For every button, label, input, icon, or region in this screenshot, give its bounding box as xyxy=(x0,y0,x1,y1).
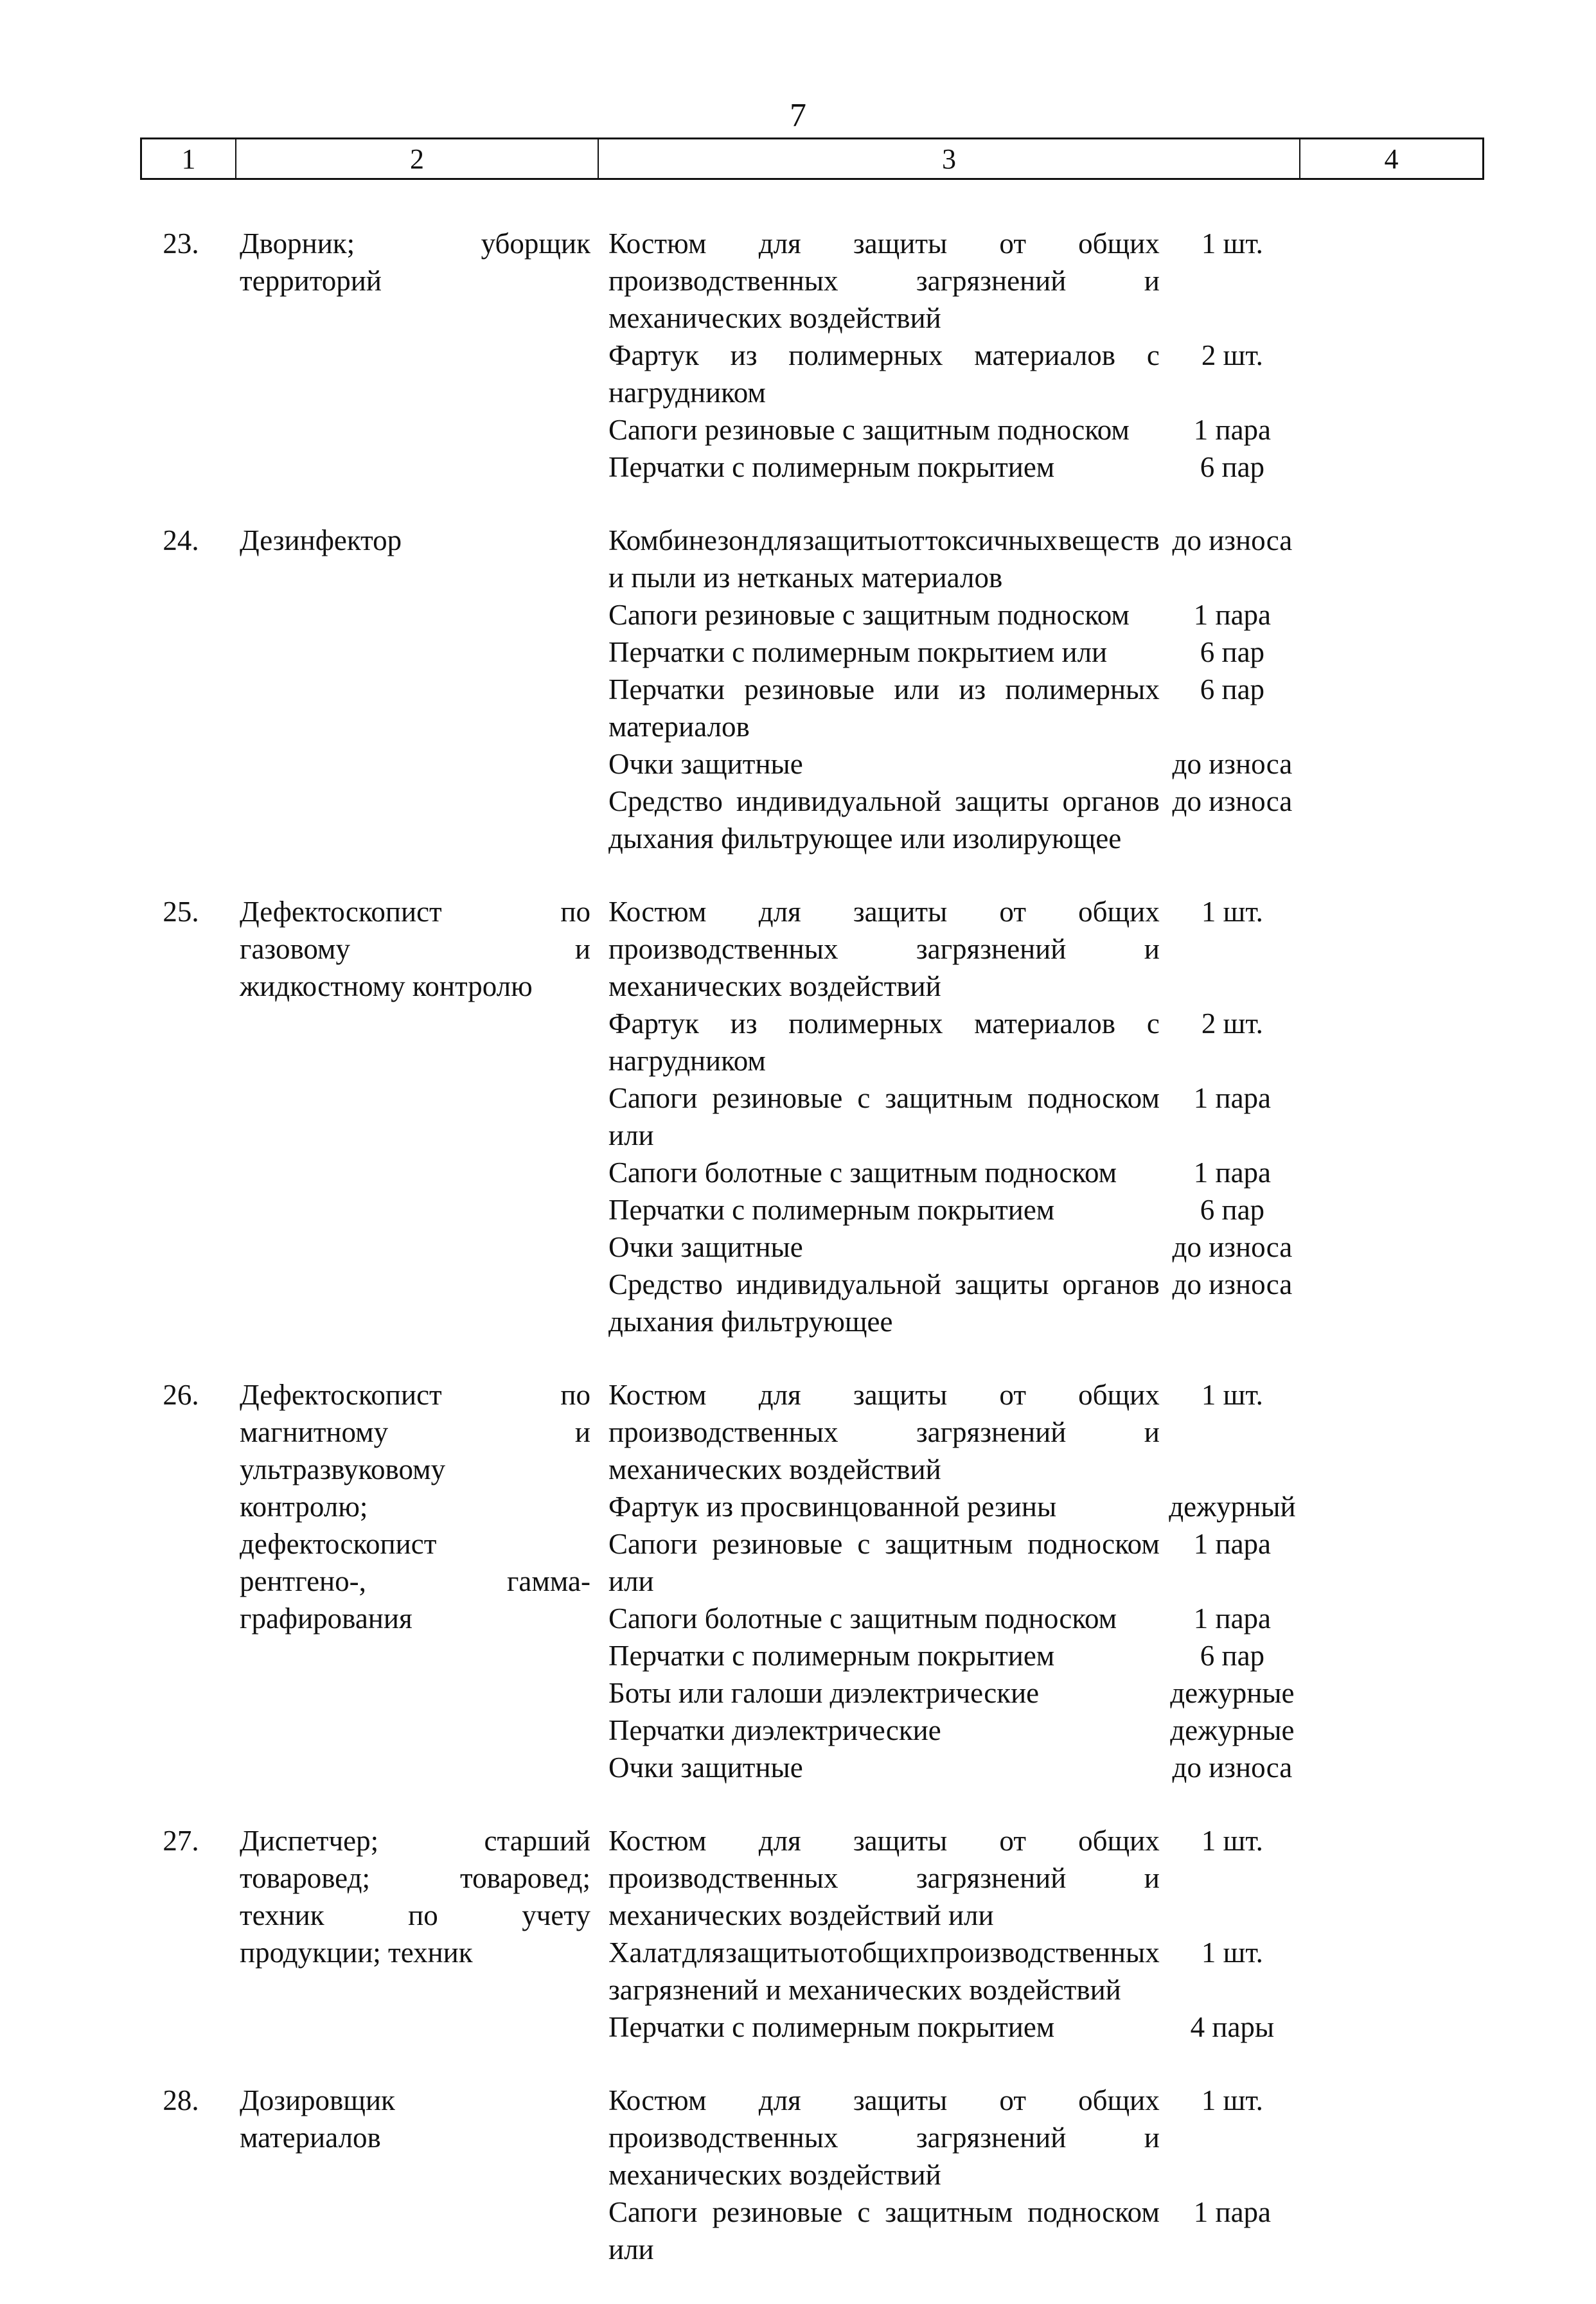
row-number: 28. xyxy=(163,2084,199,2116)
ppe-item-line: Комбинезон для защиты от токсичных веществ xyxy=(608,524,1160,556)
ppe-item-line: Перчатки диэлектрические xyxy=(608,1714,941,1746)
ppe-item-quantity: 2 шт. xyxy=(1201,339,1263,371)
ppe-item-text xyxy=(608,225,1160,337)
profession-name xyxy=(235,1822,590,2046)
ppe-item-text xyxy=(608,1934,1160,2008)
table-row xyxy=(140,225,1484,486)
ppe-item xyxy=(608,2082,1302,2193)
profession-name xyxy=(235,225,590,486)
ppe-item-line: загрязнений и механических воздействий xyxy=(608,1974,1121,2006)
ppe-item-line: Костюм для защиты от общих xyxy=(608,896,1160,928)
ppe-item xyxy=(608,2008,1302,2046)
ppe-item xyxy=(608,783,1302,857)
ppe-items xyxy=(608,225,1302,486)
ppe-item-quantity: 1 пара xyxy=(1193,1602,1272,1635)
ppe-item-quantity: 1 пара xyxy=(1193,2196,1272,2228)
ppe-item xyxy=(608,1822,1302,1934)
ppe-item-line: Очки защитные xyxy=(608,1231,803,1263)
profession-name-line: рентгено-, гамма- xyxy=(240,1565,590,1597)
ppe-items xyxy=(608,522,1302,857)
profession-name-line: жидкостному контролю xyxy=(240,970,533,1002)
ppe-item-quantity: 1 шт. xyxy=(1201,1936,1263,1969)
table-row xyxy=(140,893,1484,1340)
ppe-item-quantity: 6 пар xyxy=(1200,636,1265,668)
ppe-item xyxy=(608,1488,1302,1525)
profession-name-line: техник по учету xyxy=(240,1899,590,1931)
ppe-item-text xyxy=(608,1712,1160,1749)
ppe-item-text xyxy=(608,1822,1160,1934)
table-row xyxy=(140,522,1484,857)
ppe-item-line: дыхания фильтрующее или изолирующее xyxy=(608,822,1122,855)
ppe-item xyxy=(608,634,1302,671)
ppe-item-line: материалов xyxy=(608,711,750,743)
ppe-item-quantity: 1 шт. xyxy=(1201,227,1263,260)
ppe-item-line: и пыли из нетканых материалов xyxy=(608,562,1003,594)
ppe-item-line: производственных загрязнений и xyxy=(608,1416,1160,1448)
ppe-item-quantity: до износа xyxy=(1172,1751,1293,1784)
profession-name-line: Дефектоскопист по xyxy=(240,1379,590,1411)
ppe-item-line: производственных загрязнений и xyxy=(608,2122,1160,2154)
ppe-item-text xyxy=(608,448,1160,486)
ppe-item-quantity: до износа xyxy=(1172,524,1293,556)
ppe-item xyxy=(608,1674,1302,1712)
ppe-item-line: Сапоги болотные с защитным подноском xyxy=(608,1602,1117,1635)
profession-name-line: дефектоскопист xyxy=(240,1528,437,1560)
profession-name-line: магнитному и xyxy=(240,1416,590,1448)
profession-name xyxy=(235,522,590,857)
ppe-item-text xyxy=(608,745,1160,783)
ppe-item-quantity: 1 пара xyxy=(1193,1156,1272,1189)
ppe-item-text xyxy=(608,1266,1160,1340)
ppe-item-line: механических воздействий xyxy=(608,1453,941,1485)
ppe-item-line: Фартук из полимерных материалов с xyxy=(608,339,1160,371)
ppe-item-line: Сапоги болотные с защитным подноском xyxy=(608,1156,1117,1189)
ppe-item-line: Костюм для защиты от общих xyxy=(608,227,1160,260)
header-col-3: 3 xyxy=(599,139,1300,178)
ppe-item xyxy=(608,1934,1302,2008)
table-row xyxy=(140,2082,1484,2268)
profession-name-line: ультразвуковому xyxy=(240,1453,446,1485)
profession-name-line: контролю; xyxy=(240,1491,368,1523)
profession-name-line: газовому и xyxy=(240,933,590,965)
ppe-items xyxy=(608,2082,1302,2268)
ppe-item-line: Сапоги резиновые с защитным подноском или xyxy=(608,1528,1160,1597)
ppe-item-text xyxy=(608,1674,1160,1712)
ppe-item xyxy=(608,337,1302,411)
table-row xyxy=(140,1376,1484,1786)
ppe-item-line: Очки защитные xyxy=(608,748,803,780)
ppe-item-quantity: 1 шт. xyxy=(1201,896,1263,928)
ppe-item-line: Очки защитные xyxy=(608,1751,803,1784)
ppe-item-line: Перчатки резиновые или из полимерных xyxy=(608,673,1160,705)
profession-name-line: Дворник; уборщик xyxy=(240,227,590,260)
ppe-item xyxy=(608,1749,1302,1786)
ppe-item-line: Боты или галоши диэлектрические xyxy=(608,1677,1040,1709)
table-body xyxy=(140,225,1484,2304)
table-row xyxy=(140,1822,1484,2046)
ppe-item xyxy=(608,1525,1302,1600)
ppe-item-line: Перчатки с полимерным покрытием или xyxy=(608,636,1108,668)
ppe-item-quantity: 1 шт. xyxy=(1201,1379,1263,1411)
ppe-item-line: дыхания фильтрующее xyxy=(608,1306,893,1338)
ppe-item-text xyxy=(608,2008,1160,2046)
ppe-item-quantity: 6 пар xyxy=(1200,1194,1265,1226)
ppe-item-text xyxy=(608,634,1160,671)
ppe-item-line: механических воздействий xyxy=(608,302,941,334)
ppe-item xyxy=(608,1600,1302,1637)
ppe-item-quantity: дежурные xyxy=(1170,1677,1295,1709)
ppe-item-line: Средство индивидуальной защиты органов xyxy=(608,1268,1160,1300)
ppe-item xyxy=(608,1005,1302,1079)
ppe-item-text xyxy=(608,522,1160,596)
ppe-item-text xyxy=(608,1228,1160,1266)
profession-name xyxy=(235,1376,590,1786)
profession-name-line: продукции; техник xyxy=(240,1936,473,1969)
ppe-item-line: нагрудником xyxy=(608,1045,766,1077)
ppe-item-text xyxy=(608,337,1160,411)
ppe-item-text xyxy=(608,1749,1160,1786)
ppe-item-quantity: 1 пара xyxy=(1193,1528,1272,1560)
ppe-item-line: Перчатки с полимерным покрытием xyxy=(608,2011,1055,2043)
ppe-item-line: Костюм для защиты от общих xyxy=(608,1825,1160,1857)
ppe-item-text xyxy=(608,1488,1160,1525)
ppe-item-quantity: 1 пара xyxy=(1193,414,1272,446)
table-header xyxy=(140,137,1484,180)
ppe-item-line: производственных загрязнений и xyxy=(608,265,1160,297)
ppe-item xyxy=(608,1079,1302,1154)
ppe-item-line: Сапоги резиновые с защитным подноском или xyxy=(608,1082,1160,1151)
ppe-item xyxy=(608,1637,1302,1674)
row-number: 25. xyxy=(163,896,199,928)
ppe-item-text xyxy=(608,1191,1160,1228)
ppe-item-line: нагрудником xyxy=(608,377,766,409)
ppe-item-line: Халат для защиты от общих производственных xyxy=(608,1936,1160,1969)
ppe-item-line: Перчатки с полимерным покрытием xyxy=(608,1640,1055,1672)
ppe-item xyxy=(608,1712,1302,1749)
ppe-item-quantity: до износа xyxy=(1172,785,1293,817)
ppe-item-text xyxy=(608,1154,1160,1191)
ppe-item-text xyxy=(608,1525,1160,1600)
header-col-1: 1 xyxy=(142,139,236,178)
ppe-item-line: Перчатки с полимерным покрытием xyxy=(608,1194,1055,1226)
profession-name-line: материалов xyxy=(240,2122,381,2154)
row-number: 27. xyxy=(163,1825,199,1857)
ppe-item-text xyxy=(608,1600,1160,1637)
ppe-item-line: Фартук из просвинцованной резины xyxy=(608,1491,1057,1523)
ppe-item xyxy=(608,745,1302,783)
header-col-4: 4 xyxy=(1384,143,1399,175)
ppe-item-line: производственных загрязнений и xyxy=(608,933,1160,965)
header-col-2: 2 xyxy=(236,139,599,178)
ppe-items xyxy=(608,1822,1302,2046)
profession-name-line: товаровед; товаровед; xyxy=(240,1862,590,1894)
ppe-item-quantity: 6 пар xyxy=(1200,451,1265,483)
ppe-item-line: механических воздействий xyxy=(608,2159,941,2191)
ppe-item xyxy=(608,411,1302,448)
profession-name-line: Дефектоскопист по xyxy=(240,896,590,928)
ppe-items xyxy=(608,1376,1302,1786)
ppe-item-quantity: 6 пар xyxy=(1200,673,1265,705)
ppe-item-line: Костюм для защиты от общих xyxy=(608,1379,1160,1411)
ppe-item-quantity: 6 пар xyxy=(1200,1640,1265,1672)
profession-name-line: Диспетчер; старший xyxy=(240,1825,590,1857)
ppe-item-text xyxy=(608,596,1160,634)
row-number: 26. xyxy=(163,1379,199,1411)
profession-name xyxy=(235,2082,590,2268)
ppe-item-quantity: 1 пара xyxy=(1193,1082,1272,1114)
ppe-item-quantity: до износа xyxy=(1172,1268,1293,1300)
ppe-item xyxy=(608,1228,1302,1266)
ppe-item-line: Перчатки с полимерным покрытием xyxy=(608,451,1055,483)
ppe-item xyxy=(608,1154,1302,1191)
ppe-item-line: Средство индивидуальной защиты органов xyxy=(608,785,1160,817)
ppe-item-quantity: 4 пары xyxy=(1190,2011,1275,2043)
row-number: 23. xyxy=(163,227,199,260)
page-number: 7 xyxy=(790,97,806,134)
ppe-item xyxy=(608,893,1302,1005)
row-number: 24. xyxy=(163,524,199,556)
profession-name-line: Дозировщик xyxy=(240,2084,395,2116)
ppe-item-text xyxy=(608,2082,1160,2193)
ppe-item-line: Костюм для защиты от общих xyxy=(608,2084,1160,2116)
ppe-item-line: Сапоги резиновые с защитным подноском xyxy=(608,414,1130,446)
profession-name-line: Дезинфектор xyxy=(240,524,402,556)
ppe-item-quantity: дежурные xyxy=(1170,1714,1295,1746)
ppe-item-line: механических воздействий или xyxy=(608,1899,994,1931)
ppe-item xyxy=(608,1266,1302,1340)
ppe-item-quantity: 2 шт. xyxy=(1201,1007,1263,1040)
ppe-item-line: механических воздействий xyxy=(608,970,941,1002)
ppe-item-quantity: дежурный xyxy=(1169,1491,1296,1523)
ppe-item-text xyxy=(608,1079,1160,1154)
ppe-item xyxy=(608,522,1302,596)
ppe-item-line: Сапоги резиновые с защитным подноском или xyxy=(608,2196,1160,2265)
ppe-items xyxy=(608,893,1302,1340)
ppe-item xyxy=(608,671,1302,745)
ppe-item-text xyxy=(608,783,1160,857)
ppe-item-quantity: до износа xyxy=(1172,1231,1293,1263)
ppe-item-quantity: 1 шт. xyxy=(1201,2084,1263,2116)
ppe-item-text xyxy=(608,1376,1160,1488)
ppe-item xyxy=(608,448,1302,486)
ppe-item-quantity: до износа xyxy=(1172,748,1293,780)
ppe-item-text xyxy=(608,671,1160,745)
ppe-item-quantity: 1 шт. xyxy=(1201,1825,1263,1857)
ppe-item-text xyxy=(608,1005,1160,1079)
ppe-item xyxy=(608,596,1302,634)
ppe-item-quantity: 1 пара xyxy=(1193,599,1272,631)
profession-name-line: графирования xyxy=(240,1602,412,1635)
profession-name xyxy=(235,893,590,1340)
ppe-item-line: Сапоги резиновые с защитным подноском xyxy=(608,599,1130,631)
ppe-item xyxy=(608,1376,1302,1488)
ppe-item-line: Фартук из полимерных материалов с xyxy=(608,1007,1160,1040)
ppe-item-text xyxy=(608,411,1160,448)
ppe-item xyxy=(608,1191,1302,1228)
ppe-item xyxy=(608,225,1302,337)
profession-name-line: территорий xyxy=(240,265,382,297)
ppe-item-text xyxy=(608,1637,1160,1674)
ppe-item-text xyxy=(608,893,1160,1005)
ppe-item-line: производственных загрязнений и xyxy=(608,1862,1160,1894)
